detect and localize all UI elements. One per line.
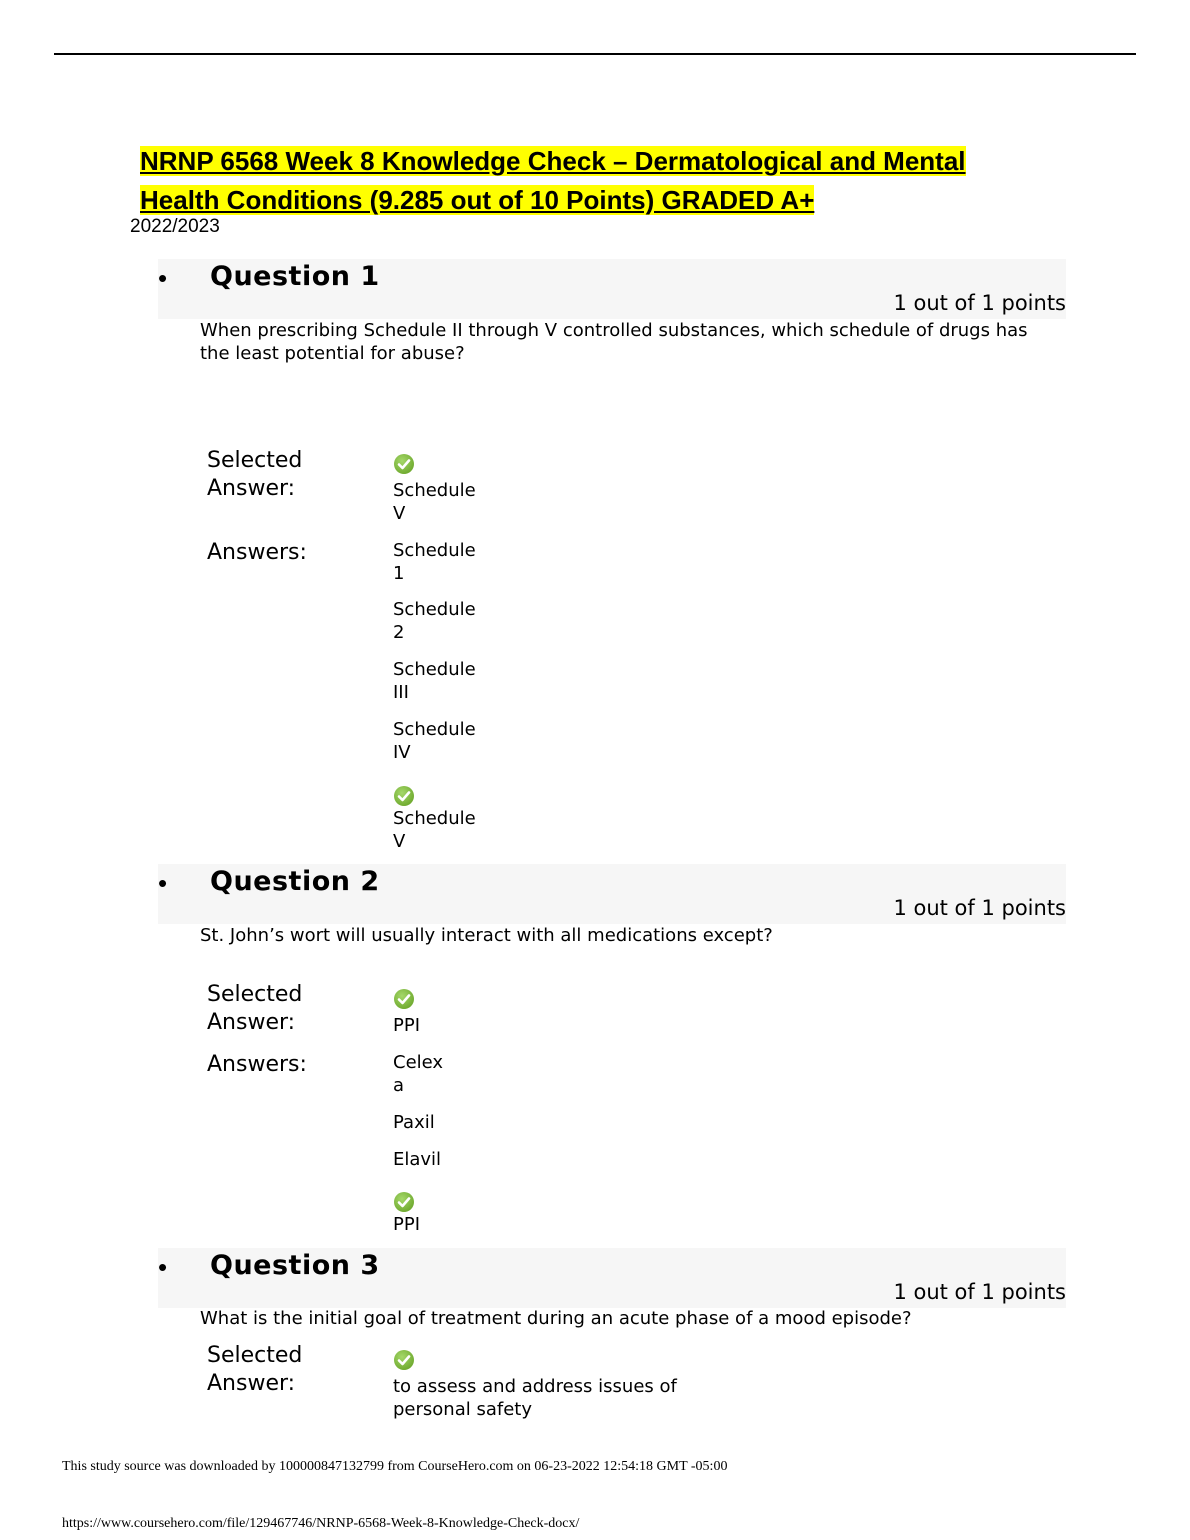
top-rule (54, 53, 1136, 55)
question-title: Question 3 (210, 1250, 380, 1281)
question-title: Question 1 (210, 261, 380, 292)
question-text: When prescribing Schedule II through V controlled substances, which schedule of drugs has the least potential for abuse? (200, 320, 1028, 364)
selected-answer-label (207, 447, 302, 503)
question-text: St. John’s wort will usually interact with all medications except? (200, 925, 773, 946)
answers-label: Answers: (207, 540, 307, 565)
selected-answer-label (207, 981, 302, 1037)
question-header (158, 864, 1066, 924)
selected-answer: PPI (393, 1015, 421, 1036)
label-selected: Selected (207, 982, 303, 1007)
question-title: Question 2 (210, 866, 380, 897)
page-title (140, 142, 1040, 220)
academic-year: 2022/2023 (130, 216, 220, 237)
answers-label: Answers: (207, 1052, 307, 1077)
answer-option: Schedule 2 (393, 599, 476, 643)
check-circle-icon (394, 1350, 414, 1370)
check-circle-icon (394, 454, 414, 474)
answer-option-correct: PPI (393, 1214, 421, 1235)
question-points: 1 out of 1 points (893, 1280, 1066, 1304)
selected-answer-label (207, 1342, 302, 1398)
check-circle-icon (394, 1192, 414, 1212)
answer-option-correct: Schedule V (393, 808, 476, 852)
answer-option: Schedule 1 (393, 540, 476, 584)
title-line-1: NRNP 6568 Week 8 Knowledge Check – Dermatological and Mental (140, 146, 966, 176)
question-header (158, 259, 1066, 319)
question-points: 1 out of 1 points (893, 291, 1066, 315)
download-notice: This study source was downloaded by 100000847132799 from CourseHero.com on 06-23-2022 12:54:18 GMT -05:00 (62, 1459, 728, 1474)
selected-answer: Schedule V (393, 480, 476, 524)
label-answer: Answer: (207, 1010, 296, 1035)
selected-answer: to assess and address issues of personal safety (393, 1376, 677, 1420)
title-line-2: Health Conditions (9.285 out of 10 Points) GRADED A+ (140, 185, 815, 215)
label-selected: Selected (207, 1343, 303, 1368)
answer-option: Schedule III (393, 659, 476, 703)
source-url[interactable]: https://www.coursehero.com/file/129467746/NRNP-6568-Week-8-Knowledge-Check-docx/ (62, 1516, 580, 1531)
label-selected: Selected (207, 448, 303, 473)
answer-option: Celexa (393, 1052, 444, 1096)
bullet: • (158, 1252, 168, 1282)
label-answer: Answer: (207, 1371, 296, 1396)
check-circle-icon (394, 989, 414, 1009)
answer-option: Elavil (393, 1149, 442, 1170)
answer-option: Schedule IV (393, 719, 476, 763)
label-answer: Answer: (207, 476, 296, 501)
check-circle-icon (394, 786, 414, 806)
question-points: 1 out of 1 points (893, 896, 1066, 920)
bullet: • (158, 263, 168, 293)
answer-option: Paxil (393, 1112, 435, 1133)
bullet: • (158, 868, 168, 898)
question-text: What is the initial goal of treatment during an acute phase of a mood episode? (200, 1308, 912, 1329)
question-header (158, 1248, 1066, 1308)
